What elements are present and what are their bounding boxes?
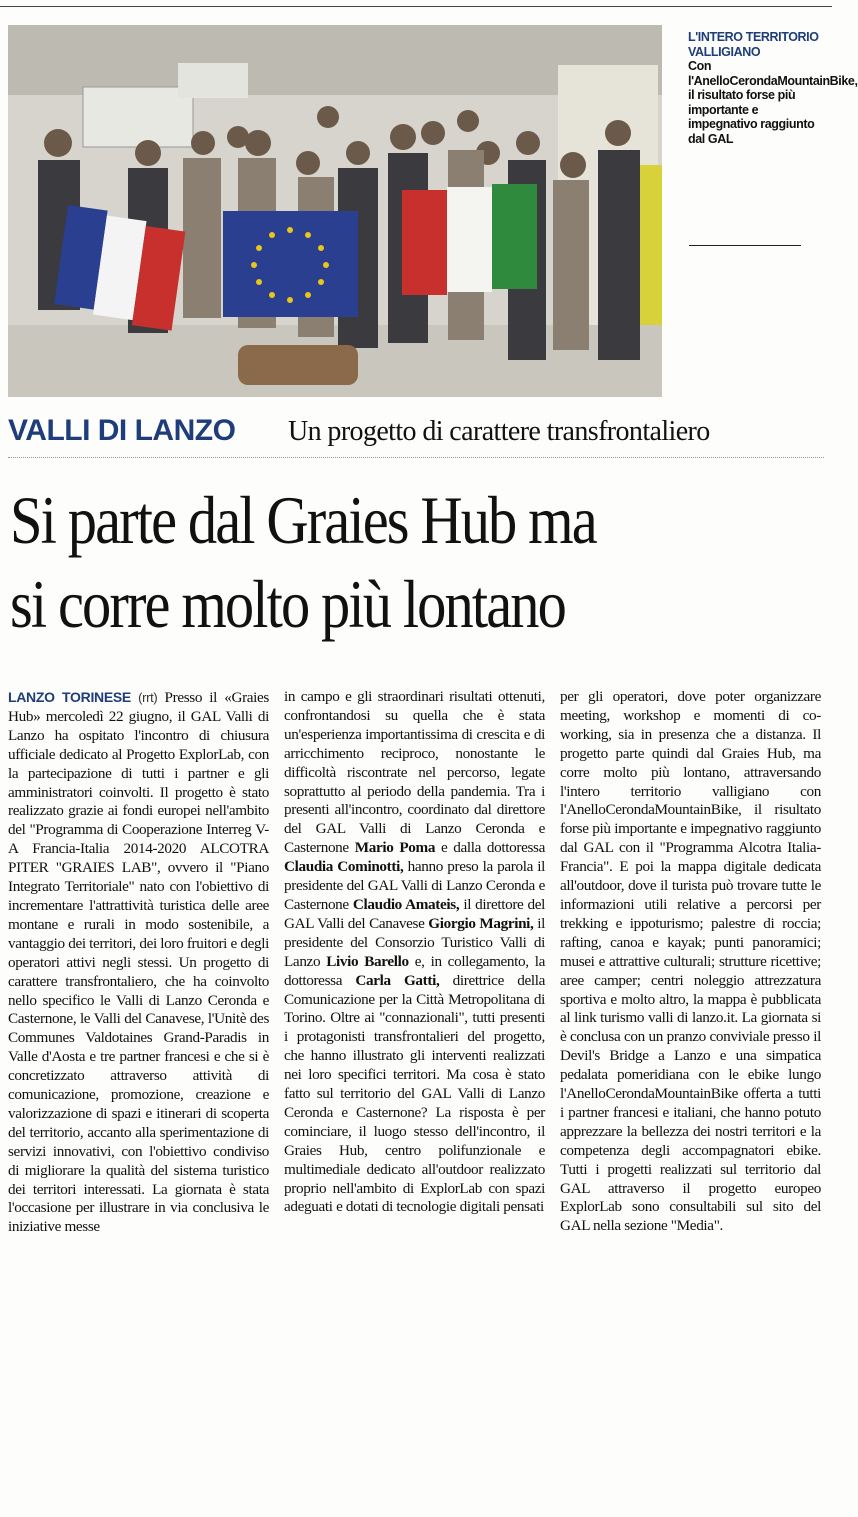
column-2-text-d: il direttore del GAL Valli del Canavese bbox=[284, 895, 545, 932]
article-column-1 bbox=[8, 688, 269, 1237]
headline-line-1: Si parte dal Graies Hub ma bbox=[10, 482, 596, 558]
headline-line-2: si corre molto più lontano bbox=[10, 566, 566, 642]
kicker bbox=[8, 412, 824, 452]
person-name: Giorgio Magrini, bbox=[428, 914, 534, 932]
article-column-2 bbox=[284, 688, 545, 1217]
article-column-3 bbox=[560, 688, 821, 1236]
person-name: Claudia Cominotti, bbox=[284, 858, 404, 876]
kicker-subtitle: Un progetto di carattere transfrontaliero bbox=[288, 416, 710, 447]
column-2-text-f: e, in collegamento, la dottoressa bbox=[284, 952, 545, 989]
column-2-text-g: direttrice della Comunicazione per la Città Metropolitana di Torino. Oltre ai "connazionali", tutti presenti i protagonisti transfrontalieri del progetto, che hanno illustrato gli interventi realizzati nei loro specifici territori. Ma cosa è stato fatto sul territorio del GAL Valli di Lanzo Ceronda e Casternone? La risposta è per cominciare, il luogo stesso dell'incontro, il Graies Hub, centro polifunzionale e multimediale dedicato all'outdoor realizzato proprio nell'ambito di ExplorLab con spazi adeguati e dotati di tecnologie digitali pensati bbox=[284, 971, 545, 1216]
person-name: Mario Poma bbox=[354, 839, 436, 857]
kicker-rule bbox=[8, 457, 824, 459]
person-name: Carla Gatti, bbox=[355, 971, 440, 989]
column-2-text-c: hanno preso la parola il presidente del GAL Valli di Lanzo Ceronda e Casternone bbox=[284, 858, 545, 913]
column-2-text-e: il presidente del Consorzio Turistico Valli di Lanzo bbox=[284, 914, 546, 970]
headline bbox=[10, 478, 711, 646]
byline: (rrt) bbox=[138, 690, 158, 705]
dateline: LANZO TORINESE bbox=[8, 689, 131, 705]
top-rule bbox=[0, 6, 832, 7]
group-photo bbox=[8, 25, 662, 397]
photo-caption bbox=[688, 30, 858, 146]
person-name: Claudio Amateis, bbox=[352, 895, 460, 913]
person-name: Livio Barello bbox=[326, 952, 409, 970]
column-2-text-a: in campo e gli straordinari risultati ottenuti, confrontandosi su quella che è stata un'esperienza importantissima di crescita e di arricchimento reciproco, nonostante le difficoltà riscontrate nel percorso, legate soprattutto al periodo della pandemia. Tra i presenti all'incontro, coordinato dal direttore del GAL Valli di Lanzo Ceronda e Casternone bbox=[284, 688, 545, 857]
section-label: VALLI DI LANZO bbox=[8, 414, 236, 447]
caption-text: Con l'AnelloCerondaMountainBike, il risultato forse più importante e impegnativo raggiunto dal GAL bbox=[688, 59, 858, 146]
caption-rule bbox=[689, 245, 801, 246]
caption-heading: L'INTERO TERRITORIO VALLIGIANO bbox=[688, 30, 819, 59]
column-3-text: per gli operatori, dove poter organizzare meeting, workshop e momenti di co-working, sia in presenza che a distanza. Il progetto parte quindi dal Graies Hub, ma corre molto più lontano, attraversando l'intero territorio valligiano con l'AnelloCerondaMountainBike, il risultato forse più importante e impegnativo raggiunto dal GAL con il "Programma Alcotra Italia-Francia". E poi la mappa digitale dedicata all'outdoor, dove il turista può trovare tutte le informazioni utili relative a percorsi per trekking e ippoturismo; palestre di roccia; rafting, canoa e kayak; punti panoramici; musei e attrattive culturali; strutture ricettive; aree camper; centri noleggio attrezzatura sportiva e molto altro, la mappa è pubblicata al link turismo valli di lanzo.it. La giornata si è conclusa con un pranzo conviviale presso il Devil's Bridge a Lanzo e una simpatica pedalata pomeridiana con le ebike lungo l'AnelloCerondaMountainBike offerta a tutti i partner francesi e italiani, che hanno potuto apprezzare la bellezza dei nostri territori e la competenza degli accompagnatori ebike. Tutti i progetti realizzati sul territorio dal GAL attraverso il progetto europeo ExplorLab sono consultabili sul sito del GAL nella sezione "Media". bbox=[560, 688, 821, 1235]
column-2-text-b: e dalla dottoressa bbox=[440, 839, 545, 857]
column-1-text: Presso il «Graies Hub» mercoledì 22 giugno, il GAL Valli di Lanzo ha ospitato l'incontro di chiusura ufficiale dedicato al Progetto ExplorLab, con la partecipazione di tutti i partner e gli amministratori coinvolti. Il progetto è stato realizzato grazie ai fondi europei nell'ambito del "Programma di Cooperazione Interreg V-A Francia-Italia 2014-2020 ALCOTRA PITER "GRAIES LAB", ovvero il "Piano Integrato Territoriale" nato con l'obiettivo di incrementare l'attrattività turistica delle aree montane e rurali in modo sostenibile, a vantaggio dei territori, dei loro fruitori e degli operatori attivi negli stessi. Un progetto di carattere transfrontaliero, che ha coinvolto nello specifico le Valli di Lanzo Ceronda e Casternone, le Valli del Canavese, l'Unitè des Communes Valdotaines Grand-Paradis in Valle d'Aosta e tre partner francesi e che si è concretizzato attraverso attività di comunicazione, promozione, creazione e valorizzazione di spazi e itinerari di scoperta del territorio, accanto alla sperimentazione di servizi innovativi, con l'obiettivo condiviso di migliorare la qualità del sistema turistico dei territori interessati. La giornata è stata l'occasione per illustrare in via conclusiva le iniziative messe bbox=[8, 689, 269, 1236]
